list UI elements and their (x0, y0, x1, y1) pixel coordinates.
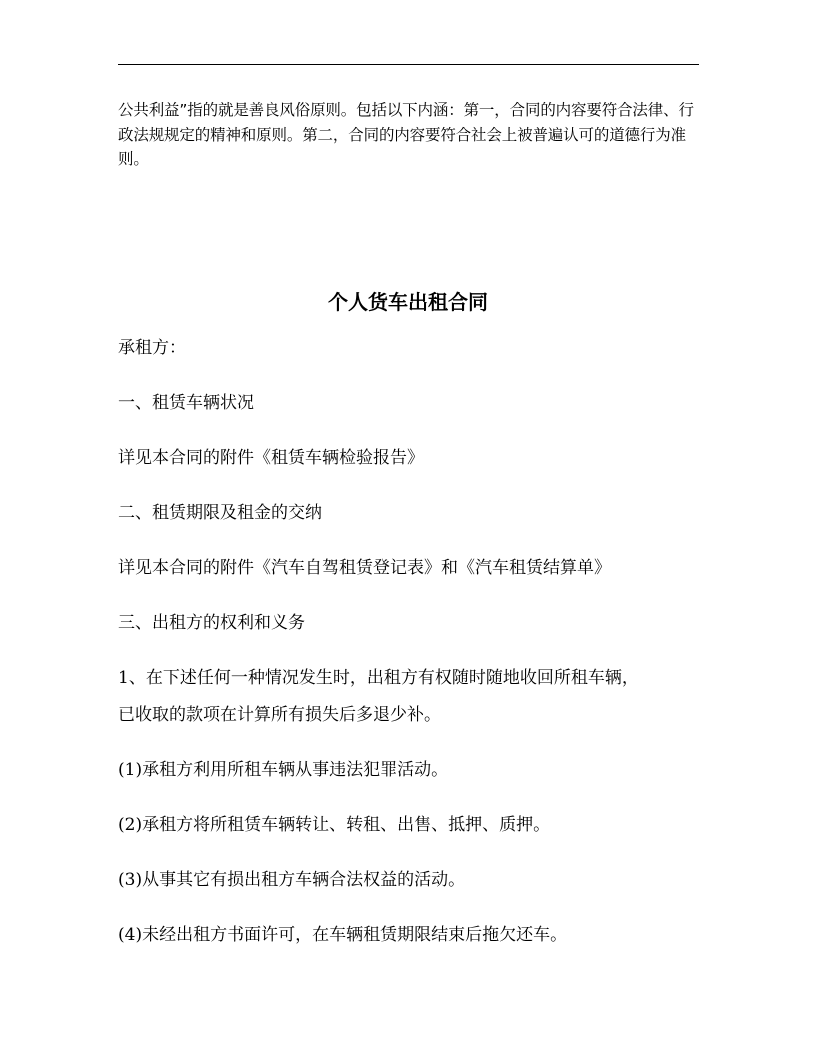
clause-1-line-2: 已收取的款项在计算所有损失后多退少补。 (118, 705, 441, 725)
section-3-heading: 三、出租方的权利和义务 (118, 613, 305, 633)
section-2-heading: 二、租赁期限及租金的交纳 (118, 503, 322, 523)
section-2-body: 详见本合同的附件《汽车自驾租赁登记表》和《汽车租赁结算单》 (118, 558, 611, 578)
clause-1-item-3: (3)从事其它有损出租方车辆合法权益的活动。 (118, 870, 466, 890)
header-rule (118, 64, 699, 65)
intro-paragraph: 公共利益”指的就是善良风俗原则。包括以下内涵：第一，合同的内容要符合法律、行政法规规定的精神和原则。第二，合同的内容要符合社会上被普遍认可的道德行为准则。 (118, 101, 694, 168)
section-1-heading: 一、租赁车辆状况 (118, 393, 254, 413)
clause-1-line-1: 1、在下述任何一种情况发生时，出租方有权随时随地收回所租车辆， (118, 668, 639, 688)
lessee-label: 承租方： (118, 338, 186, 358)
contract-title: 个人货车出租合同 (328, 290, 488, 314)
clause-1-item-4: (4)未经出租方书面许可，在车辆租赁期限结束后拖欠还车。 (118, 925, 568, 945)
clause-1-item-1: (1)承租方利用所租车辆从事违法犯罪活动。 (118, 760, 449, 780)
clause-1-item-2: (2)承租方将所租赁车辆转让、转租、出售、抵押、质押。 (118, 815, 551, 835)
section-1-body: 详见本合同的附件《租赁车辆检验报告》 (118, 448, 424, 468)
